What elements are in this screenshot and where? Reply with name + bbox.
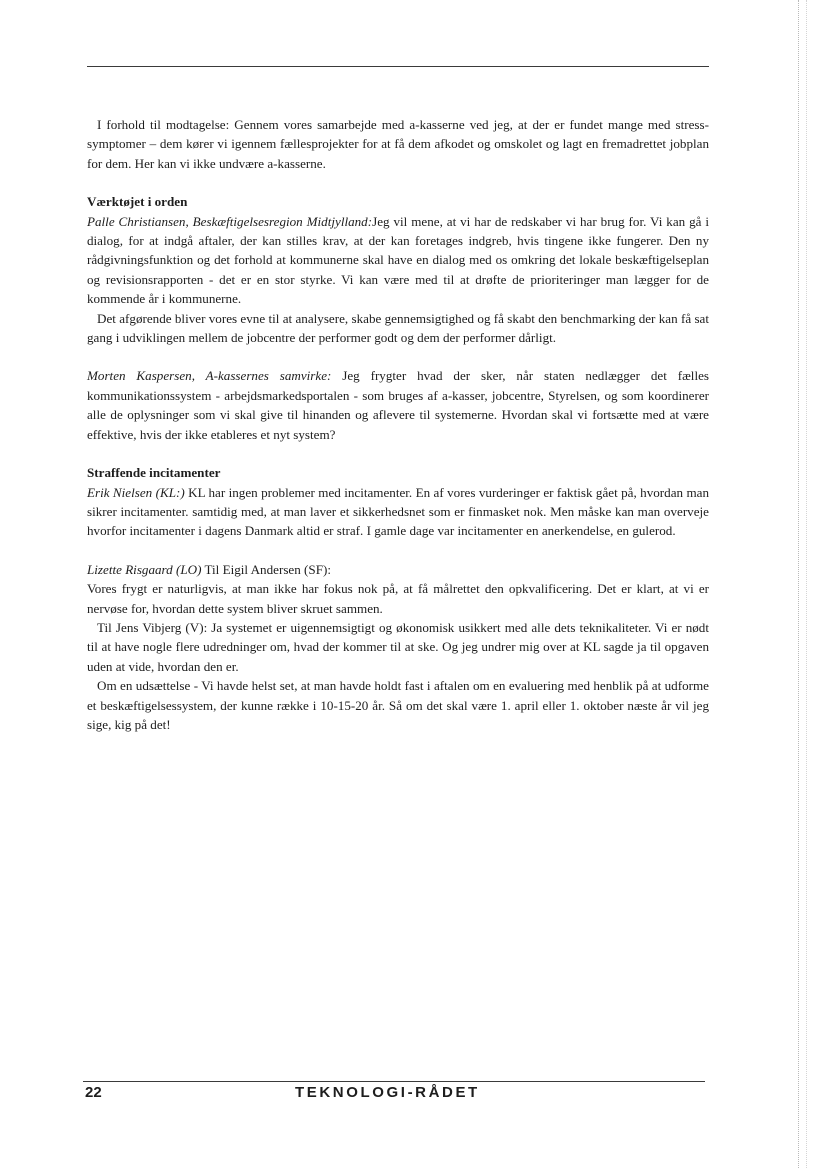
paragraph-gap <box>87 541 709 560</box>
header-rule <box>87 66 709 67</box>
intro-paragraph: I forhold til modtagelse: Gennem vores samarbejde med a-kasserne ved jeg, at der er fundet mange med stress-symptomer – dem kører vi igennem fællesprojekter for at få dem afkodet og omskolet og lagt en fremadrettet jobplan for dem. Her kan vi ikke undvære a-kasserne. <box>87 117 709 171</box>
scan-edge-line <box>798 0 799 1168</box>
publisher-name: TEKNOLOGI-RÅDET <box>295 1084 480 1101</box>
speaker-morten-kaspersen: Morten Kaspersen, A-kassernes samvirke: <box>87 368 332 384</box>
page-body <box>87 115 709 734</box>
paragraph-morten-kaspersen <box>87 366 709 444</box>
paragraph-jens-vibjerg: Til Jens Vibjerg (V): Ja systemet er uigennemsigtigt og økonomisk usikkert med alle dets teknikaliteter. Vi er nødt til at have nogle flere udredninger om, hvad der kommer til at ske. Og jeg undrer mig over at KL sagde ja til opgaven uden at vide, hvordan den er. <box>87 619 709 674</box>
section-heading-straffende: Straffende incitamenter <box>87 465 221 481</box>
paragraph-palle-christiansen <box>87 212 709 309</box>
paragraph-text: KL har ingen problemer med incitamenter. En af vores vurderinger er faktisk gået på, hvordan man sikrer incitamenter. samtidig med, at man laver et sikkerhedsnet som er finmasket nok. Men måske kan man overveje hvorfor incitamenter i dagens Danmark altid er straf. I gamle dage var incitamenter en anerkendelse, en gulerod. <box>87 484 709 539</box>
paragraph-erik-nielsen <box>87 483 709 541</box>
page-footer <box>85 1084 709 1106</box>
speaker-erik-nielsen: Erik Nielsen (KL:) <box>87 484 185 500</box>
footer-rule <box>83 1081 705 1082</box>
speaker-addressee: Til Eigil Andersen (SF): <box>204 561 331 577</box>
paragraph-gap <box>87 173 709 192</box>
speaker-lizette-risgaard: Lizette Risgaard (LO) <box>87 561 202 577</box>
section-heading-vaerktoejet: Værktøjet i orden <box>87 194 188 210</box>
page-number: 22 <box>85 1084 102 1101</box>
paragraph-gap <box>87 347 709 366</box>
scan-edge-line-secondary <box>806 0 807 1168</box>
paragraph-lizette-risgaard <box>87 560 709 579</box>
paragraph-udsaettelse: Om en udsættelse - Vi havde helst set, at man havde holdt fast i aftalen om en evaluering med henblik på at udforme et beskæftigelsessystem, der kunne række i 10-15-20 år. Så om det skal være 1. april eller 1. oktober næste år vil jeg sige, kig på det! <box>87 678 709 732</box>
paragraph-text: Jeg frygter hvad der sker, når staten nedlægger det fælles kommunikationssystem - arbejdsmarkedsportalen - som bruges af a-kasser, jobcentre, Styrelsen, og som koordinerer alle de oplysninger som vi skal give til hinanden og aflevere til systemerne. Hvordan skal vi fortsætte med at være effektive, hvis der ikke etableres et nyt system? <box>87 368 709 442</box>
speaker-palle-christiansen: Palle Christiansen, Beskæftigelsesregion Midtjylland: <box>87 213 373 229</box>
paragraph-benchmarking: Det afgørende bliver vores evne til at analysere, skabe gennemsigtighed og få skabt den benchmarking der kan få sat gang i udviklingen mellem de jobcentre der performer godt og dem der performer dårligt. <box>87 310 709 346</box>
paragraph-vores-frygt: Vores frygt er naturligvis, at man ikke har fokus nok på, at få målrettet den opkvalificering. Det er klart, at vi er nervøse for, hvordan dette system bliver skruet sammen. <box>87 581 709 616</box>
paragraph-gap <box>87 444 709 463</box>
paragraph-text: Jeg vil mene, at vi har de redskaber vi har brug for. Vi kan gå i dialog, for at indgå aftaler, der kan stilles krav, at der kan foretages indgreb, hvis tingene ikke fungerer. Den ny rådgivningsfunktion og det forhold at kommunerne skal have en dialog med os omkring det lokale beskæftigelseplan og revisionsrapporten - det er en stor styrke. Vi kan være med til at drøfte de prioriteringer man lægger for de kommende år i kommunerne. <box>87 213 709 307</box>
